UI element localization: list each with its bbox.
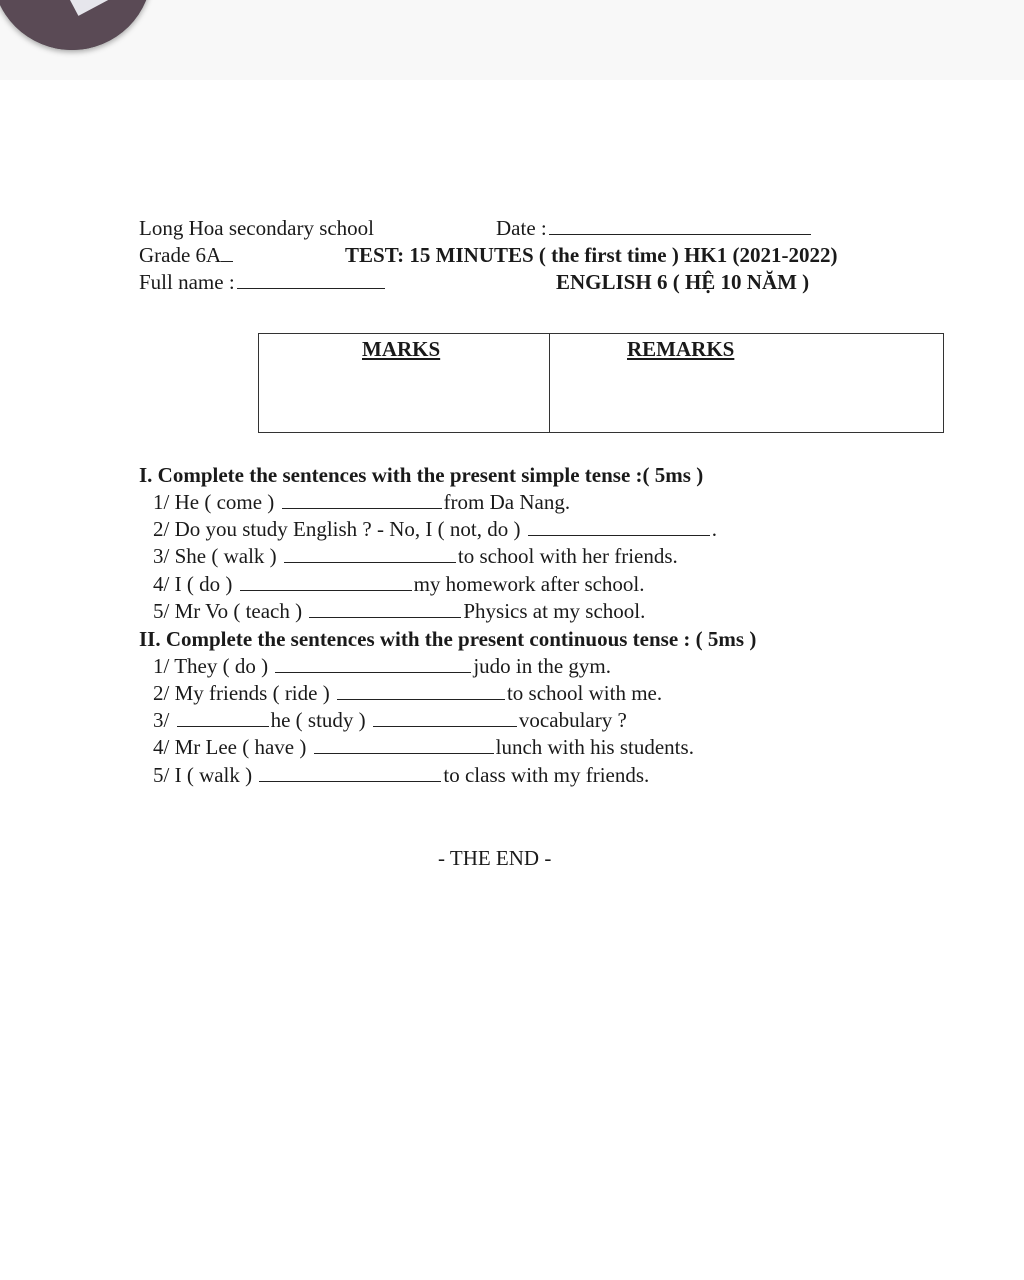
section-2-title: II. Complete the sentences with the present continuous tense : ( 5ms )	[139, 627, 757, 651]
date-label: Date :	[496, 216, 547, 240]
question-row	[153, 543, 678, 569]
question-row	[153, 489, 570, 515]
answer-blank[interactable]	[275, 654, 471, 673]
grade-field	[139, 242, 235, 268]
question-tail: vocabulary ?	[518, 708, 627, 732]
question-prompt: 3/	[153, 708, 170, 732]
full-name-field	[139, 269, 387, 295]
question-tail: my homework after school.	[413, 572, 645, 596]
question-prompt: 1/ He ( come )	[153, 490, 275, 514]
marks-header: MARKS	[362, 337, 441, 361]
question-tail: to school with me.	[506, 681, 663, 705]
date-blank[interactable]	[549, 216, 811, 235]
question-middle: he ( study )	[270, 708, 366, 732]
question-tail: lunch with his students.	[495, 735, 694, 759]
question-prompt: 1/ They ( do )	[153, 654, 269, 678]
question-tail: .	[711, 517, 717, 541]
remarks-header: REMARKS	[627, 337, 735, 361]
answer-blank[interactable]	[309, 599, 461, 618]
answer-blank[interactable]	[284, 544, 456, 563]
answer-blank[interactable]	[240, 572, 412, 591]
question-row	[153, 571, 645, 597]
question-tail: to class with my friends.	[443, 763, 650, 787]
question-prompt: 4/ Mr Lee ( have )	[153, 735, 307, 759]
question-row	[153, 762, 649, 788]
question-row	[153, 598, 645, 624]
question-row	[153, 653, 611, 679]
the-end: - THE END -	[438, 846, 552, 870]
question-prompt: 5/ Mr Vo ( teach )	[153, 599, 303, 623]
question-prompt: 5/ I ( walk )	[153, 763, 253, 787]
test-title: TEST: 15 MINUTES ( the first time ) HK1 (2021-2022)	[345, 243, 838, 267]
answer-blank[interactable]	[259, 763, 441, 782]
question-prompt: 2/ Do you study English ? - No, I ( not, do )	[153, 517, 521, 541]
question-prompt: 3/ She ( walk )	[153, 544, 277, 568]
question-prompt: 2/ My friends ( ride )	[153, 681, 330, 705]
question-row	[153, 707, 627, 733]
subject-title: ENGLISH 6 ( HỆ 10 NĂM )	[556, 270, 810, 294]
answer-blank[interactable]	[528, 517, 710, 536]
question-tail: judo in the gym.	[473, 654, 612, 678]
answer-blank[interactable]	[177, 708, 269, 727]
full-name-label: Full name :	[139, 270, 235, 294]
score-box	[258, 333, 944, 433]
question-tail: from Da Nang.	[443, 490, 571, 514]
grade-label: Grade 6A	[139, 243, 222, 267]
score-box-divider	[549, 334, 550, 432]
section-1-title: I. Complete the sentences with the present simple tense :( 5ms )	[139, 463, 704, 487]
question-row	[153, 680, 662, 706]
answer-blank[interactable]	[314, 735, 494, 754]
answer-blank[interactable]	[337, 681, 505, 700]
question-row	[153, 516, 717, 542]
date-field	[496, 215, 813, 241]
question-row	[153, 734, 694, 760]
full-name-blank[interactable]	[237, 270, 385, 289]
question-tail: to school with her friends.	[457, 544, 678, 568]
answer-blank[interactable]	[373, 708, 517, 727]
question-prompt: 4/ I ( do )	[153, 572, 233, 596]
answer-blank[interactable]	[282, 490, 442, 509]
question-tail: Physics at my school.	[463, 599, 646, 623]
grade-blank[interactable]	[221, 243, 233, 262]
school-name: Long Hoa secondary school	[139, 216, 375, 240]
